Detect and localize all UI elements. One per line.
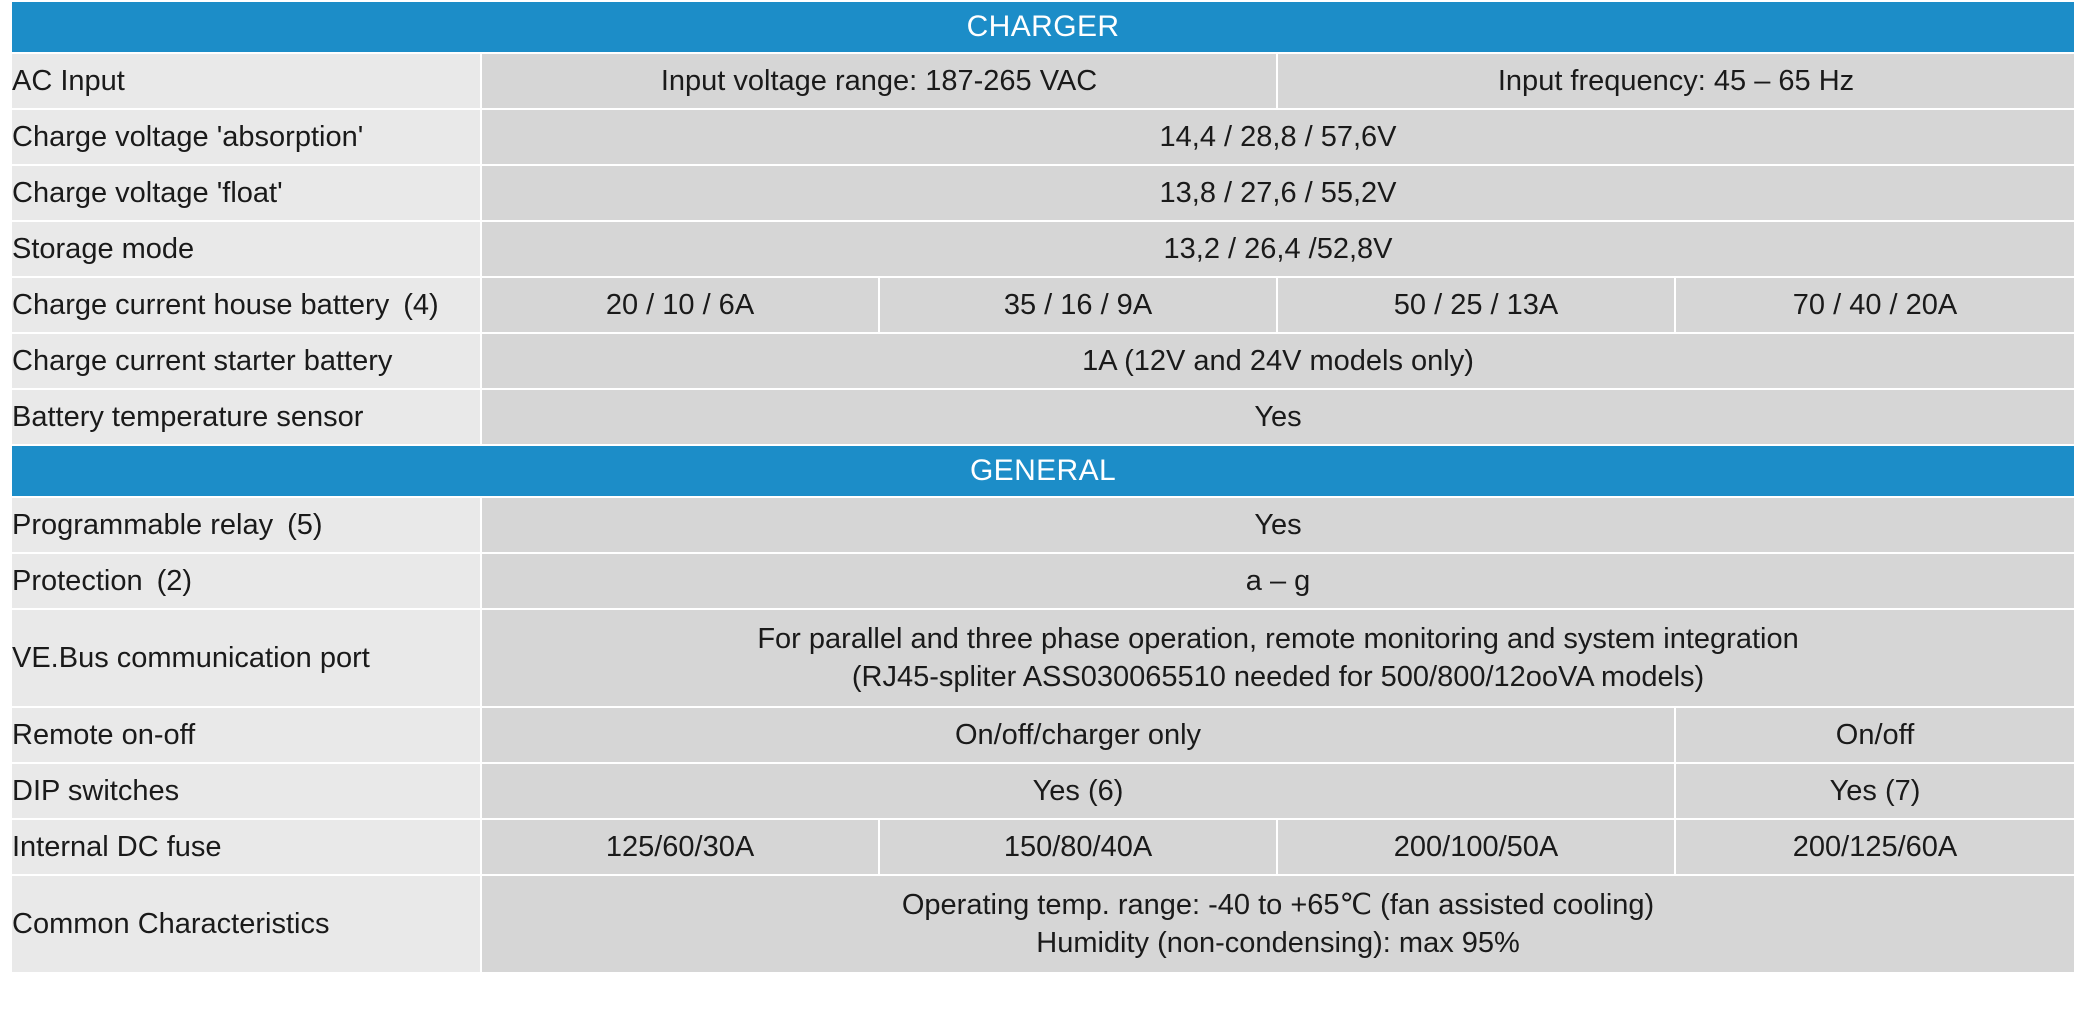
row-value-line: Yes	[1254, 508, 1302, 541]
row-value-line: Humidity (non-condensing): max 95%	[1036, 927, 1520, 959]
row-label: Remote on-off	[11, 707, 481, 763]
row-value-line: 13,8 / 27,6 / 55,2V	[1159, 176, 1397, 209]
section-title-general: GENERAL	[11, 445, 2075, 497]
row-value	[481, 333, 2075, 389]
row-value-line: 14,4 / 28,8 / 57,6V	[1159, 120, 1397, 153]
row-value-line: On/off	[1835, 718, 1915, 751]
row-value	[481, 53, 1277, 109]
row-label: Protection (2)	[11, 553, 481, 609]
row-value-line: Yes (6)	[1032, 774, 1124, 807]
table-row	[11, 497, 2075, 553]
row-label: Charge current house battery (4)	[11, 277, 481, 333]
row-value	[481, 707, 1675, 763]
row-value	[1277, 53, 2075, 109]
row-value-line: a – g	[1245, 564, 1311, 597]
row-value	[481, 553, 2075, 609]
row-value-line: 200/125/60A	[1792, 830, 1958, 863]
row-value	[481, 763, 1675, 819]
section-header-row	[11, 1, 2075, 53]
row-label: AC Input	[11, 53, 481, 109]
row-value-line: Operating temp. range: -40 to +65℃ (fan assisted cooling)	[901, 888, 1655, 921]
row-label: Programmable relay (5)	[11, 497, 481, 553]
row-label: Battery temperature sensor	[11, 389, 481, 445]
row-value-line: 1A (12V and 24V models only)	[1082, 344, 1474, 377]
table-row	[11, 609, 2075, 707]
row-value	[1277, 277, 1675, 333]
row-value	[481, 497, 2075, 553]
table-row	[11, 333, 2075, 389]
row-value	[1675, 763, 2075, 819]
row-value-line: 150/80/40A	[1003, 830, 1153, 863]
row-value	[481, 277, 879, 333]
table-row	[11, 707, 2075, 763]
row-value	[481, 109, 2075, 165]
table-row	[11, 109, 2075, 165]
table-row	[11, 53, 2075, 109]
row-value-line: 200/100/50A	[1393, 830, 1559, 863]
row-value-line: For parallel and three phase operation, remote monitoring and system integration	[757, 622, 1799, 655]
row-value-line: 125/60/30A	[605, 830, 755, 863]
specifications-table	[10, 0, 2076, 974]
row-value	[1675, 707, 2075, 763]
row-value	[879, 277, 1277, 333]
row-label: Internal DC fuse	[11, 819, 481, 875]
table-row	[11, 165, 2075, 221]
table-row	[11, 763, 2075, 819]
row-value	[481, 389, 2075, 445]
section-header-row	[11, 445, 2075, 497]
table-row	[11, 875, 2075, 973]
table-row	[11, 277, 2075, 333]
row-value-line: 13,2 / 26,4 /52,8V	[1163, 232, 1393, 265]
row-value	[481, 819, 879, 875]
table-row	[11, 389, 2075, 445]
row-value-line: Yes	[1254, 400, 1302, 433]
row-value	[481, 165, 2075, 221]
row-value	[879, 819, 1277, 875]
row-value-line: 35 / 16 / 9A	[1003, 288, 1153, 321]
row-value	[481, 221, 2075, 277]
row-value-line: 20 / 10 / 6A	[605, 288, 755, 321]
section-title-charger: CHARGER	[11, 1, 2075, 53]
row-label: Storage mode	[11, 221, 481, 277]
row-value-line: Input frequency: 45 – 65 Hz	[1497, 64, 1855, 97]
row-label: Common Characteristics	[11, 875, 481, 973]
row-label: Charge current starter battery	[11, 333, 481, 389]
row-label: DIP switches	[11, 763, 481, 819]
row-value	[1277, 819, 1675, 875]
row-value	[481, 875, 2075, 973]
row-label: Charge voltage 'float'	[11, 165, 481, 221]
row-value	[1675, 277, 2075, 333]
row-value-line: Input voltage range: 187-265 VAC	[660, 64, 1098, 97]
table-row	[11, 221, 2075, 277]
row-value	[481, 609, 2075, 707]
row-value-line: (RJ45-spliter ASS030065510 needed for 500/800/12ooVA models)	[851, 661, 1705, 693]
row-value-line: On/off/charger only	[954, 718, 1202, 751]
row-value-line: 70 / 40 / 20A	[1792, 288, 1958, 321]
row-value-line: Yes (7)	[1829, 774, 1921, 807]
row-label-note: (2)	[156, 564, 193, 597]
row-label: VE.Bus communication port	[11, 609, 481, 707]
row-label-note: (4)	[403, 288, 439, 321]
row-value	[1675, 819, 2075, 875]
row-value-line: 50 / 25 / 13A	[1393, 288, 1559, 321]
row-label: Charge voltage 'absorption'	[11, 109, 481, 165]
table-row	[11, 819, 2075, 875]
table-row	[11, 553, 2075, 609]
row-label-note: (5)	[287, 508, 323, 541]
